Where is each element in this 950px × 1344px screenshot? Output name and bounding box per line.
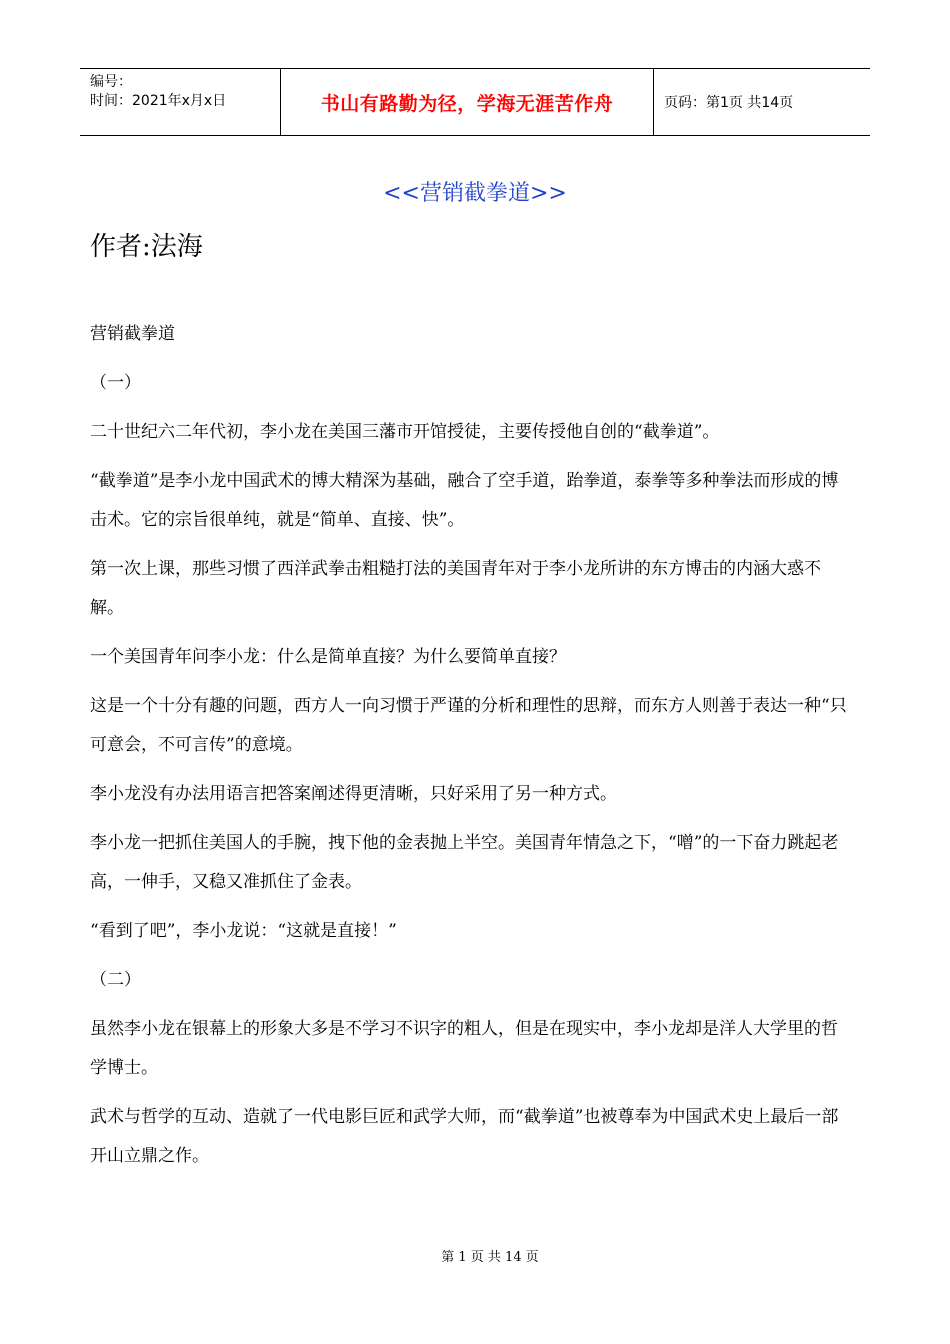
paragraph: 二十世纪六二年代初，李小龙在美国三藩市开馆授徒，主要传授他自创的“截拳道”。 <box>90 422 720 442</box>
document-title: <<营销截拳道>> <box>383 181 567 206</box>
paragraph: 第一次上课，那些习惯了西洋武拳击粗糙打法的美国青年对于李小龙所讲的东方博击的内涵大惑不解。 <box>90 559 821 618</box>
paragraph: “看到了吧”，李小龙说：“这就是直接！” <box>90 921 397 941</box>
header-meta-cell <box>80 69 281 135</box>
paragraph: 一个美国青年问李小龙：什么是简单直接？为什么要简单直接？ <box>90 647 566 667</box>
paragraph: 虽然李小龙在银幕上的形象大多是不学习不识字的粗人，但是在现实中，李小龙却是洋人大学里的哲学博士。 <box>90 1019 838 1078</box>
document-author: 作者:法海 <box>90 232 203 262</box>
page-footer: 第 1 页 共 14 页 <box>441 1250 539 1265</box>
number-label: 编号： <box>90 74 132 90</box>
section-number: （二） <box>90 970 141 990</box>
document-header <box>80 68 870 136</box>
paragraph: 李小龙没有办法用语言把答案阐述得更清晰，只好采用了另一种方式。 <box>90 784 617 804</box>
paragraph: “截拳道”是李小龙中国武术的博大精深为基础，融合了空手道，跆拳道，泰拳等多种拳法而形成的博击术。它的宗旨很单纯，就是“简单、直接、快”。 <box>90 471 839 530</box>
document-body <box>90 315 850 1186</box>
paragraph: 武术与哲学的互动、造就了一代电影巨匠和武学大师，而“截拳道”也被尊奉为中国武术史上最后一部开山立鼎之作。 <box>90 1107 839 1166</box>
section-number: （一） <box>90 373 141 393</box>
paragraph: 李小龙一把抓住美国人的手腕，拽下他的金表抛上半空。美国青年情急之下，“噌”的一下奋力跳起老高，一伸手，又稳又准抓住了金表。 <box>90 833 839 892</box>
page-info: 页码：第1页 共14页 <box>664 95 794 111</box>
time-label: 时间：2021年x月x日 <box>90 93 227 109</box>
paragraph: 这是一个十分有趣的问题，西方人一向习惯于严谨的分析和理性的思辩，而东方人则善于表达一种“只可意会，不可言传”的意境。 <box>90 696 847 755</box>
header-motto-cell <box>281 69 654 135</box>
section-heading: 营销截拳道 <box>90 324 175 344</box>
header-page-cell <box>654 69 870 135</box>
motto-text: 书山有路勤为径，学海无涯苦作舟 <box>320 92 614 115</box>
